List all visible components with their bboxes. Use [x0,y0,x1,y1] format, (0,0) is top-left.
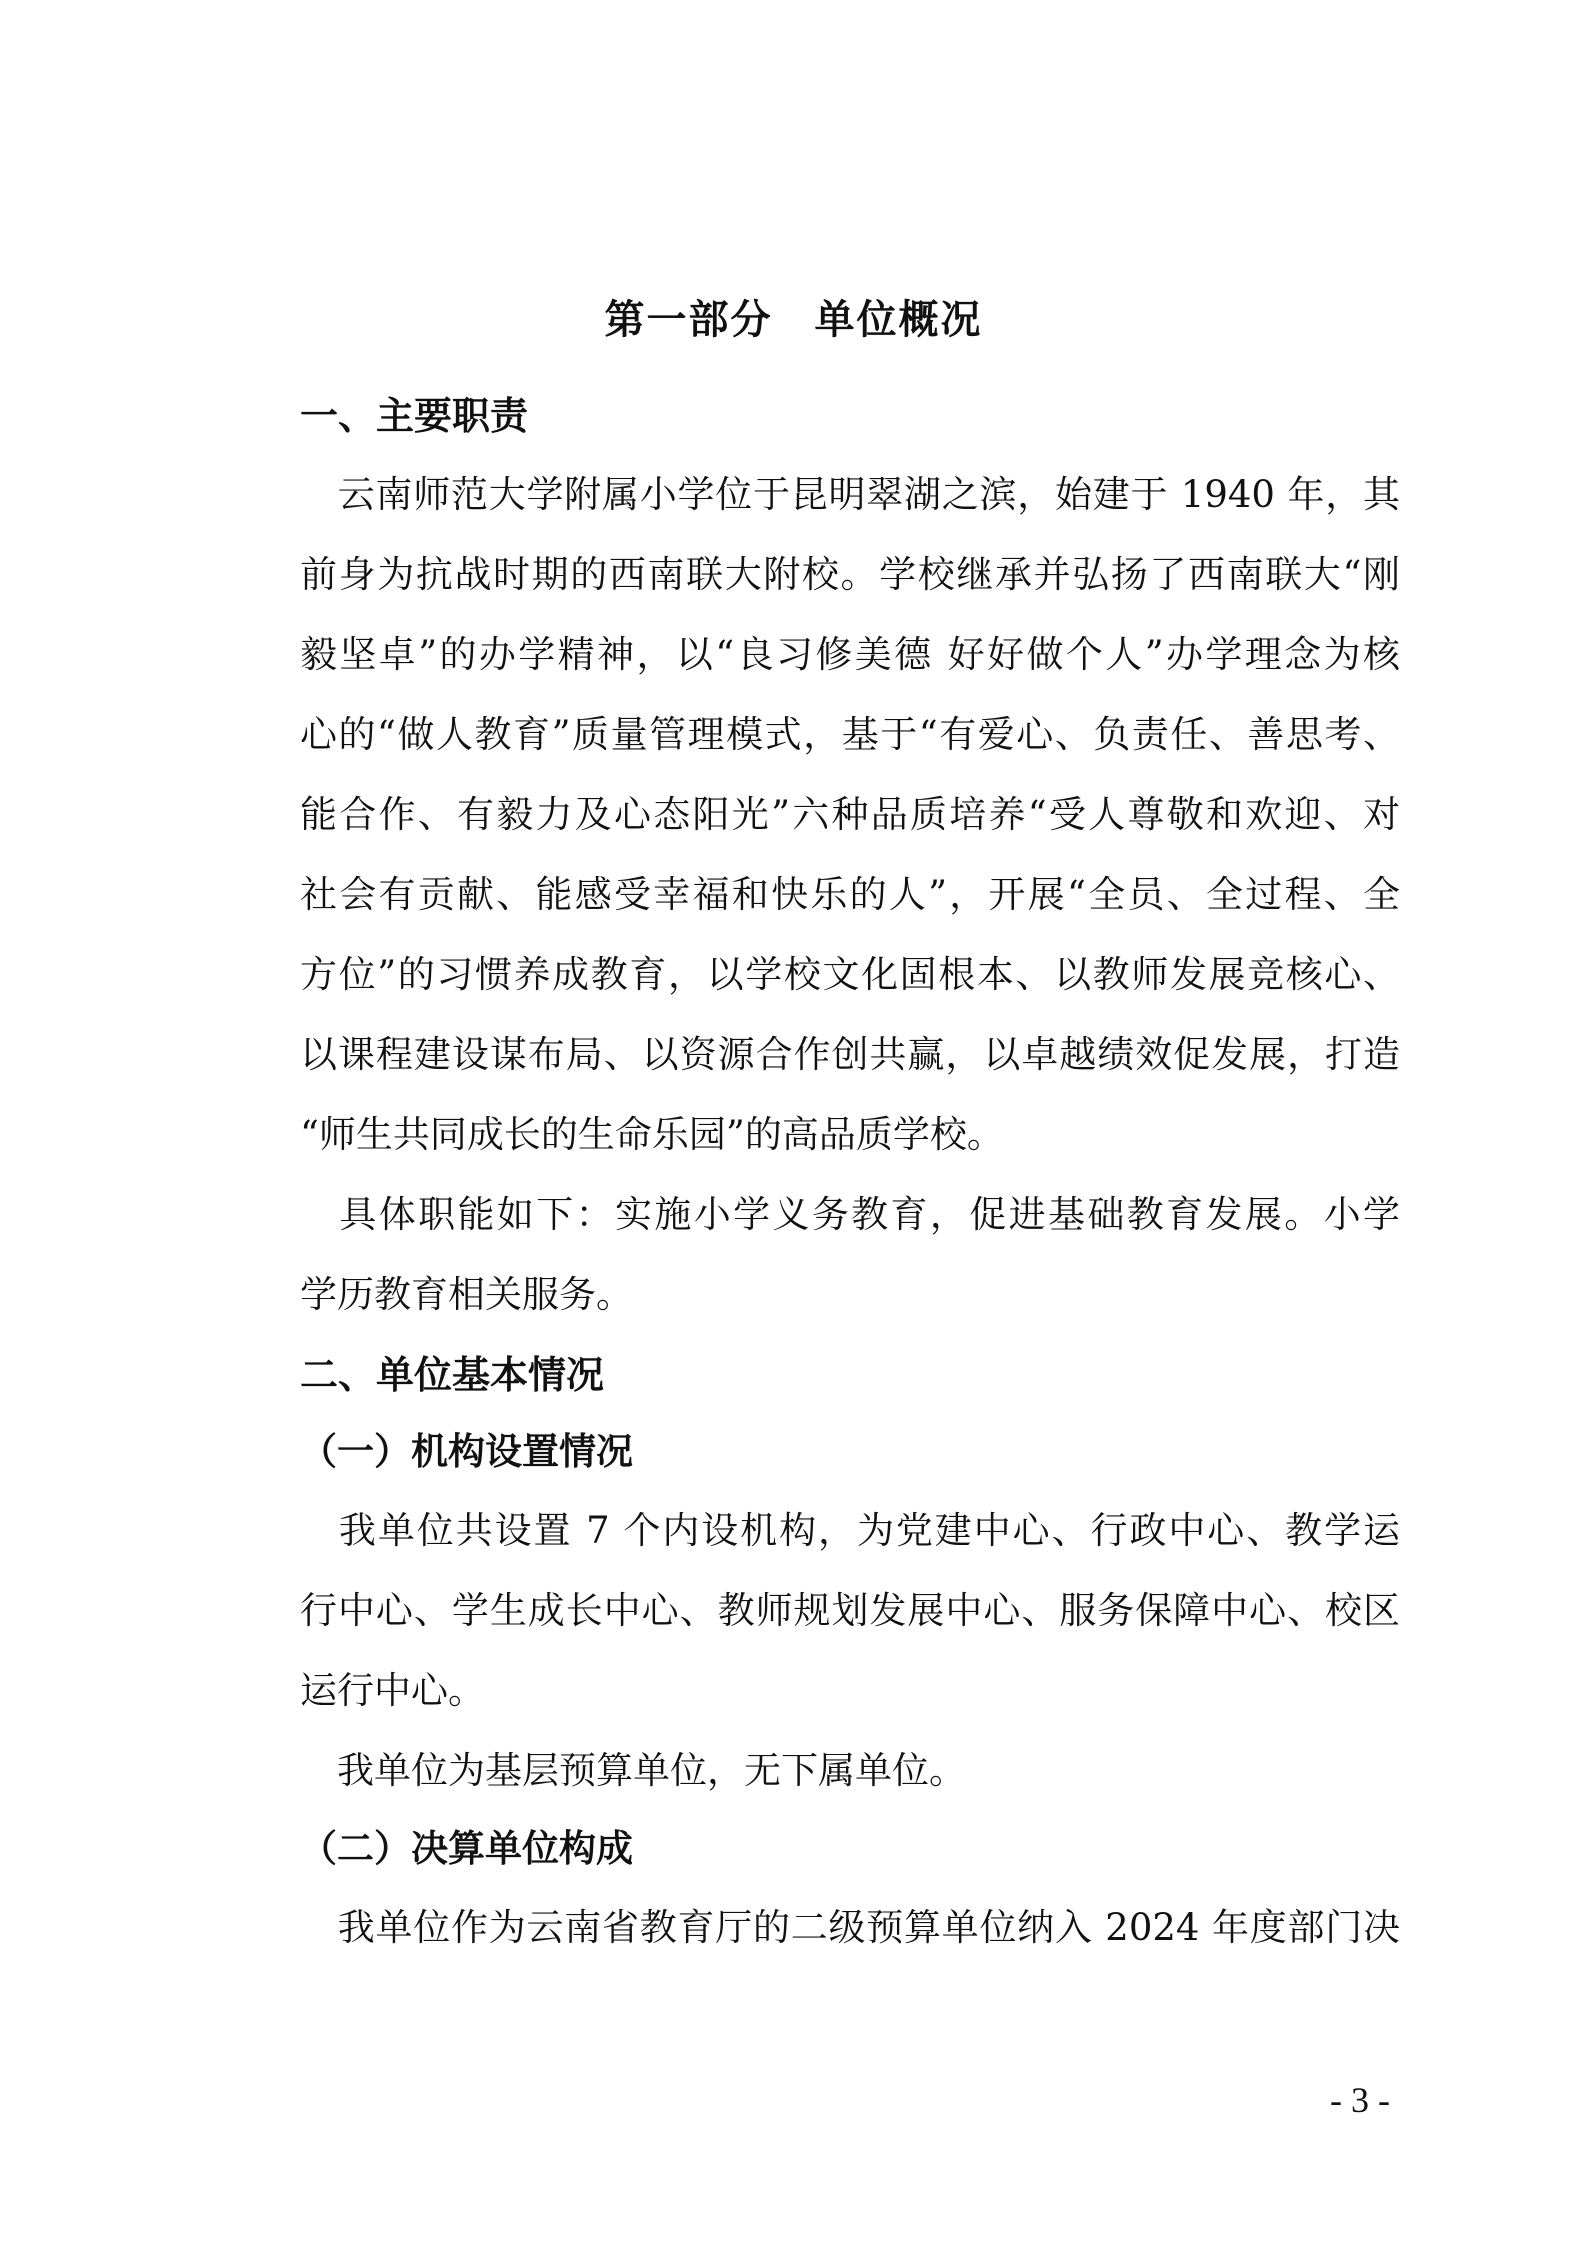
paragraph-line: 具体职能如下：实施小学义务教育，促进基础教育发展。小学 [300,1193,1400,1236]
paragraph-line: 行中心、学生成长中心、教师规划发展中心、服务保障中心、校区 [300,1589,1400,1632]
paragraph-line: 以课程建设谋布局、以资源合作创共赢，以卓越绩效促发展，打造 [300,1033,1400,1076]
paragraph-line: 毅坚卓”的办学精神，以“良习修美德 好好做个人”办学理念为核 [300,633,1400,676]
subsection-heading-org-structure: （一）机构设置情况 [300,1429,633,1473]
subsection-heading-accounting-units: （二）决算单位构成 [300,1826,633,1870]
section-heading-basic-info: 二、单位基本情况 [300,1353,605,1397]
paragraph-line: 社会有贡献、能感受幸福和快乐的人”，开展“全员、全过程、全 [300,873,1400,916]
paragraph-line: 我单位作为云南省教育厅的二级预算单位纳入 2024 年度部门决 [300,1906,1400,1949]
paragraph-line: 方位”的习惯养成教育，以学校文化固根本、以教师发展竞核心、 [300,953,1400,996]
paragraph-line: 心的“做人教育”质量管理模式，基于“有爱心、负责任、善思考、 [300,713,1400,756]
paragraph-line: 运行中心。 [300,1669,485,1712]
page-title: 第一部分 单位概况 [604,297,983,343]
paragraph-line: 能合作、有毅力及心态阳光”六种品质培养“受人尊敬和欢迎、对 [300,793,1400,836]
section-heading-main-duties: 一、主要职责 [300,394,529,438]
paragraph-line: 我单位共设置 7 个内设机构，为党建中心、行政中心、教学运 [300,1509,1400,1552]
paragraph-line: 前身为抗战时期的西南联大附校。学校继承并弘扬了西南联大“刚 [300,553,1400,596]
paragraph-line: 学历教育相关服务。 [300,1273,633,1316]
paragraph-line: “师生共同成长的生命乐园”的高品质学校。 [300,1113,1004,1156]
page-number: - 3 - [1330,2080,1390,2120]
paragraph-line: 云南师范大学附属小学位于昆明翠湖之滨，始建于 1940 年，其 [300,473,1400,516]
paragraph-line: 我单位为基层预算单位，无下属单位。 [300,1749,966,1792]
